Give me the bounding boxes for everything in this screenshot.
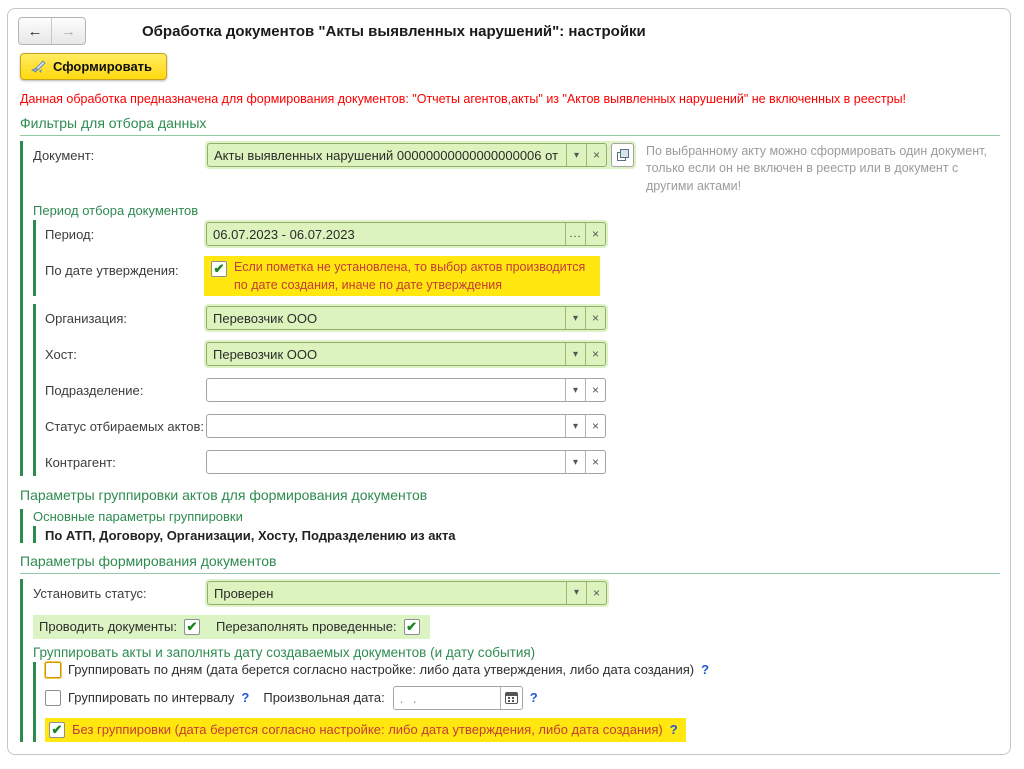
post-docs-label: Проводить документы: <box>39 619 177 635</box>
organization-input[interactable]: Перевозчик ООО <box>213 311 318 326</box>
chevron-down-icon: ▾ <box>573 149 580 161</box>
checkmark-icon: ✔ <box>51 721 63 737</box>
post-docs-checkbox[interactable] <box>184 619 200 635</box>
formation-group <box>20 579 1000 742</box>
document-dropdown-button[interactable] <box>566 144 586 166</box>
group-by-interval-help-icon[interactable]: ? <box>241 690 250 706</box>
period-row <box>45 220 1000 248</box>
approval-note-block <box>204 256 600 296</box>
forward-button[interactable] <box>52 18 85 44</box>
calendar-icon <box>505 692 518 704</box>
no-grouping-label: Без группировки (дата берется согласно настройке: либо дата утверждения, либо дата создания) <box>72 722 663 738</box>
chevron-down-icon: ▾ <box>572 456 579 468</box>
section-grouping-header: Параметры группировки актов для формирования документов <box>20 487 428 503</box>
document-open-button[interactable] <box>611 143 634 167</box>
approval-date-checkbox[interactable] <box>211 261 227 277</box>
chevron-down-icon: ▾ <box>572 348 579 360</box>
group-by-days-help-icon[interactable]: ? <box>701 662 710 678</box>
group-by-interval-label: Группировать по интервалу <box>68 690 235 706</box>
period-label: Период: <box>45 226 95 242</box>
close-icon: × <box>592 585 600 600</box>
organization-dropdown-button[interactable] <box>565 307 585 329</box>
chevron-down-icon: ▾ <box>573 587 580 599</box>
acts-status-row <box>45 412 1000 440</box>
department-dropdown-button[interactable] <box>565 379 585 401</box>
counterparty-dropdown-button[interactable] <box>565 451 585 473</box>
arbitrary-date-calendar-button[interactable] <box>500 687 522 709</box>
main-grouping-inner <box>33 526 1000 543</box>
host-input[interactable]: Перевозчик ООО <box>213 347 318 362</box>
acts-status-input[interactable] <box>207 415 565 437</box>
arbitrary-date-field <box>393 686 523 710</box>
period-field <box>206 222 606 246</box>
department-clear-button[interactable] <box>585 379 605 401</box>
grouping-group <box>20 509 1000 543</box>
forward-arrow-icon: → <box>61 22 76 40</box>
arbitrary-date-label: Произвольная дата: <box>263 690 385 706</box>
page-title: Обработка документов "Акты выявленных нарушений": настройки <box>142 22 646 40</box>
set-status-label: Установить статус: <box>33 585 147 601</box>
acts-status-field <box>206 414 606 438</box>
organization-clear-button[interactable] <box>585 307 605 329</box>
counterparty-row <box>45 448 1000 476</box>
acts-status-dropdown-button[interactable] <box>565 415 585 437</box>
grouping-mode-group <box>33 662 1000 742</box>
ellipsis-icon: ... <box>569 227 582 240</box>
group-by-days-row <box>45 662 1000 678</box>
refill-label: Перезаполнять проведенные: <box>215 619 397 635</box>
close-icon: × <box>591 226 599 241</box>
generate-button[interactable] <box>20 53 167 80</box>
period-group-header: Период отбора документов <box>33 202 199 218</box>
organization-field <box>206 306 606 330</box>
organization-row <box>45 304 1000 332</box>
generate-button-label: Сформировать <box>53 59 153 74</box>
group-by-interval-row <box>45 686 1000 710</box>
set-status-field <box>207 581 607 605</box>
department-label: Подразделение: <box>45 383 144 398</box>
host-label: Хост: <box>45 347 77 362</box>
host-clear-button[interactable] <box>585 343 605 365</box>
checkmark-icon: ✔ <box>213 260 225 276</box>
chevron-down-icon: ▾ <box>572 384 579 396</box>
nav-button-group <box>18 17 86 45</box>
approval-note-text: Если пометка не установлена, то выбор актов производится по дате создания, иначе по дате утверждения <box>234 259 586 292</box>
organization-label: Организация: <box>45 311 128 326</box>
document-control <box>205 141 636 169</box>
set-status-dropdown-button[interactable] <box>566 582 586 604</box>
back-arrow-icon: ← <box>27 22 43 40</box>
document-row <box>33 141 1000 195</box>
document-input[interactable]: Акты выявленных нарушений 00000000000000000006 от <box>214 148 559 163</box>
document-hint: По выбранному акту можно сформировать один документ, только если он не включен в реестр или в документ с другими актами! <box>646 144 987 193</box>
form-window <box>7 8 1011 755</box>
department-row <box>45 376 1000 404</box>
no-grouping-help-icon[interactable]: ? <box>669 722 678 738</box>
set-status-input[interactable]: Проверен <box>214 585 274 601</box>
checkmark-icon: ✔ <box>406 618 418 634</box>
toolbar <box>20 53 1000 80</box>
main-grouping-value: По АТП, Договору, Организации, Хосту, Подразделению из акта <box>45 527 456 543</box>
group-by-interval-checkbox[interactable] <box>45 690 61 706</box>
chevron-down-icon: ▾ <box>572 312 579 324</box>
filters-group <box>20 141 1000 476</box>
host-control <box>204 340 608 368</box>
counterparty-control <box>204 448 608 476</box>
approval-date-label: По дате утверждения: <box>45 262 179 278</box>
chevron-down-icon: ▾ <box>572 420 579 432</box>
counterparty-label: Контрагент: <box>45 455 116 470</box>
document-label: Документ: <box>33 148 95 163</box>
counterparty-input[interactable] <box>207 451 565 473</box>
close-icon: × <box>592 148 600 162</box>
post-options-block <box>33 615 430 639</box>
close-icon: × <box>591 455 599 469</box>
group-by-days-label: Группировать по дням (дата берется согласно настройке: либо дата утверждения, либо дата создания) <box>68 662 695 678</box>
set-status-clear-button[interactable] <box>586 582 606 604</box>
organization-control <box>204 304 608 332</box>
close-icon: × <box>591 419 599 433</box>
section-formation-header: Параметры формирования документов <box>20 553 1000 574</box>
close-icon: × <box>591 383 599 397</box>
close-icon: × <box>591 347 599 361</box>
set-status-row <box>33 579 1000 607</box>
host-dropdown-button[interactable] <box>565 343 585 365</box>
approval-date-row <box>45 256 1000 296</box>
acts-status-control <box>204 412 608 440</box>
department-input[interactable] <box>207 379 565 401</box>
open-in-window-icon <box>617 149 629 161</box>
refill-checkbox[interactable] <box>404 619 420 635</box>
host-field <box>206 342 606 366</box>
acts-status-clear-button[interactable] <box>585 415 605 437</box>
post-options-row <box>33 615 1000 639</box>
generate-icon <box>30 59 46 75</box>
period-control <box>204 220 608 248</box>
host-row <box>45 340 1000 368</box>
section-filters-header: Фильтры для отбора данных <box>20 115 1000 136</box>
close-icon: × <box>591 311 599 325</box>
period-pick-button[interactable] <box>565 223 585 245</box>
checkmark-icon: ✔ <box>186 618 198 634</box>
period-clear-button[interactable] <box>585 223 605 245</box>
set-status-control <box>205 579 609 607</box>
counterparty-field <box>206 450 606 474</box>
department-field <box>206 378 606 402</box>
arbitrary-date-input[interactable]: . . <box>399 690 420 706</box>
warning-text: Данная обработка предназначена для формирования документов: "Отчеты агентов,акты" из "Актов выявленных нарушений" не включенных в реестры! <box>20 92 907 106</box>
period-group <box>33 220 1000 296</box>
main-grouping-label: Основные параметры группировки <box>33 508 243 524</box>
group-by-days-checkbox[interactable] <box>45 662 61 678</box>
org-filters-group <box>33 304 1000 476</box>
counterparty-clear-button[interactable] <box>585 451 605 473</box>
no-grouping-checkbox[interactable] <box>49 722 65 738</box>
acts-status-label: Статус отбираемых актов: <box>45 419 205 434</box>
department-control <box>204 376 608 404</box>
period-input[interactable]: 06.07.2023 - 06.07.2023 <box>213 226 355 242</box>
no-grouping-block <box>45 718 686 742</box>
top-bar <box>18 17 1000 45</box>
document-field <box>207 143 607 167</box>
arbitrary-date-help-icon[interactable]: ? <box>529 690 538 706</box>
grouping-mode-header: Группировать акты и заполнять дату создаваемых документов (и дату события) <box>33 644 536 660</box>
back-button[interactable] <box>19 18 52 44</box>
no-grouping-row <box>45 718 1000 742</box>
document-clear-button[interactable] <box>586 144 606 166</box>
